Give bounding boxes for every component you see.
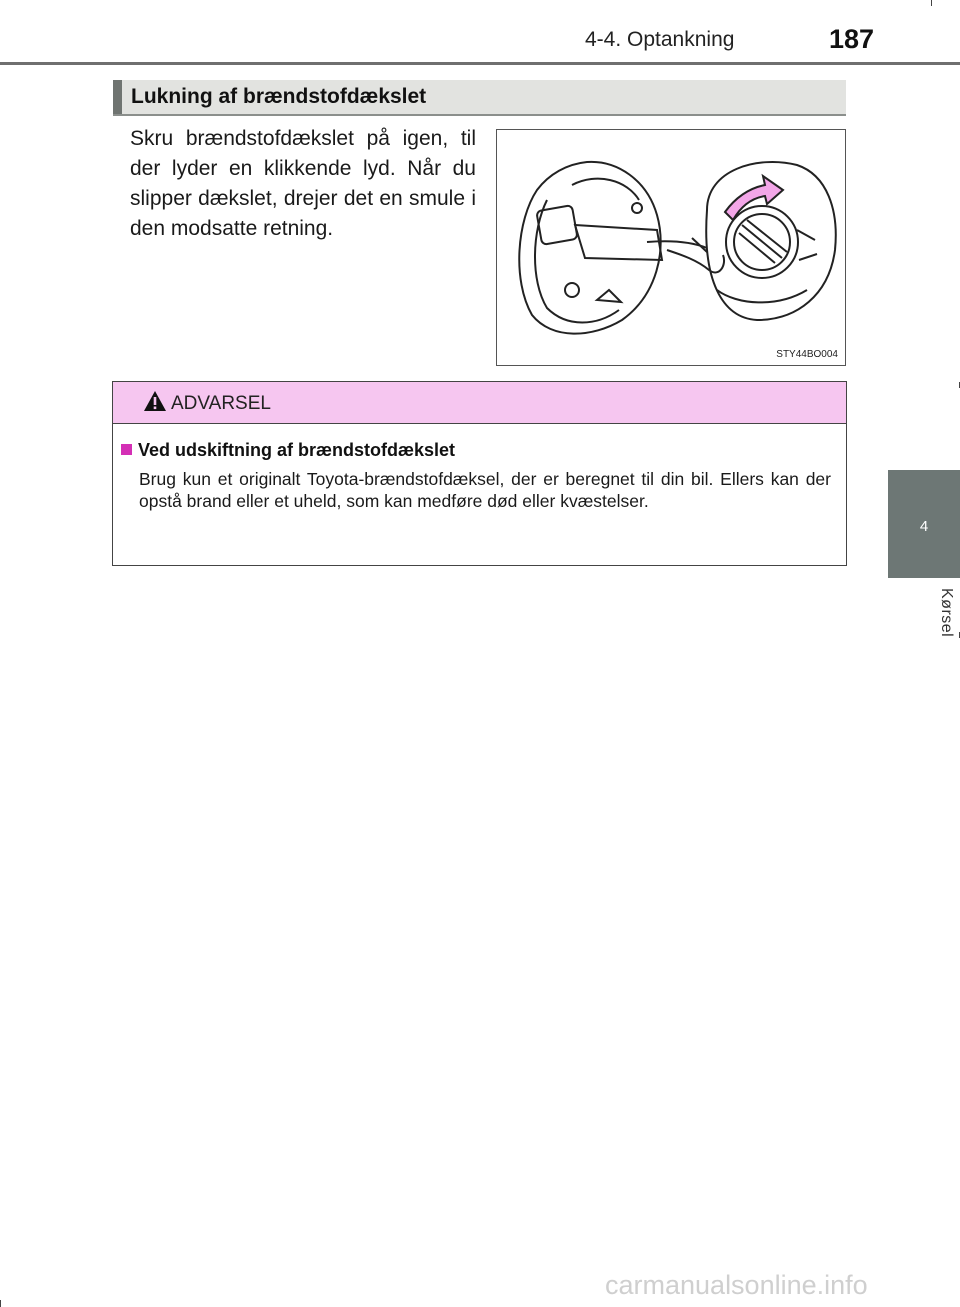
fuel-cap-illustration <box>496 129 846 366</box>
rotation-arrow-icon <box>725 176 783 220</box>
warning-box <box>112 381 847 566</box>
section-title: 4-4. Optankning <box>585 28 735 51</box>
header-rule <box>0 62 960 65</box>
fuel-cap-drawing <box>497 130 846 366</box>
chapter-number: 4 <box>919 518 929 535</box>
heading-accent <box>113 80 122 114</box>
page-number: 187 <box>829 24 875 54</box>
bullet-square-icon <box>121 444 132 455</box>
section-heading-bar <box>113 80 846 116</box>
warning-triangle-icon <box>143 390 167 412</box>
warning-text: Brug kun et originalt Toyota-brændstofdæksel, der er beregnet til din bil. Ellers kan der opstå brand eller et uheld, som kan medføre død eller kvæstelser. <box>139 469 831 511</box>
warning-subheading <box>121 440 455 461</box>
warning-subheading-text: Ved udskiftning af brændstofdækslet <box>138 440 456 460</box>
chapter-label: Kørsel <box>938 588 955 638</box>
section-heading: Lukning af brændstofdækslet <box>131 85 427 108</box>
warning-header <box>113 382 846 424</box>
crop-mark <box>931 0 932 6</box>
warning-label: ADVARSEL <box>171 393 271 414</box>
crop-mark <box>0 1300 1 1307</box>
instruction-text: Skru brændstofdækslet på igen, til der lyder en klikkende lyd. Når du slipper dækslet, drejer det en smule i den modsatte retning. <box>130 127 476 240</box>
chapter-tab[interactable] <box>888 470 960 578</box>
figure-code: STY44BO004 <box>776 349 838 360</box>
watermark-url: carmanualsonline.info <box>605 1270 868 1300</box>
